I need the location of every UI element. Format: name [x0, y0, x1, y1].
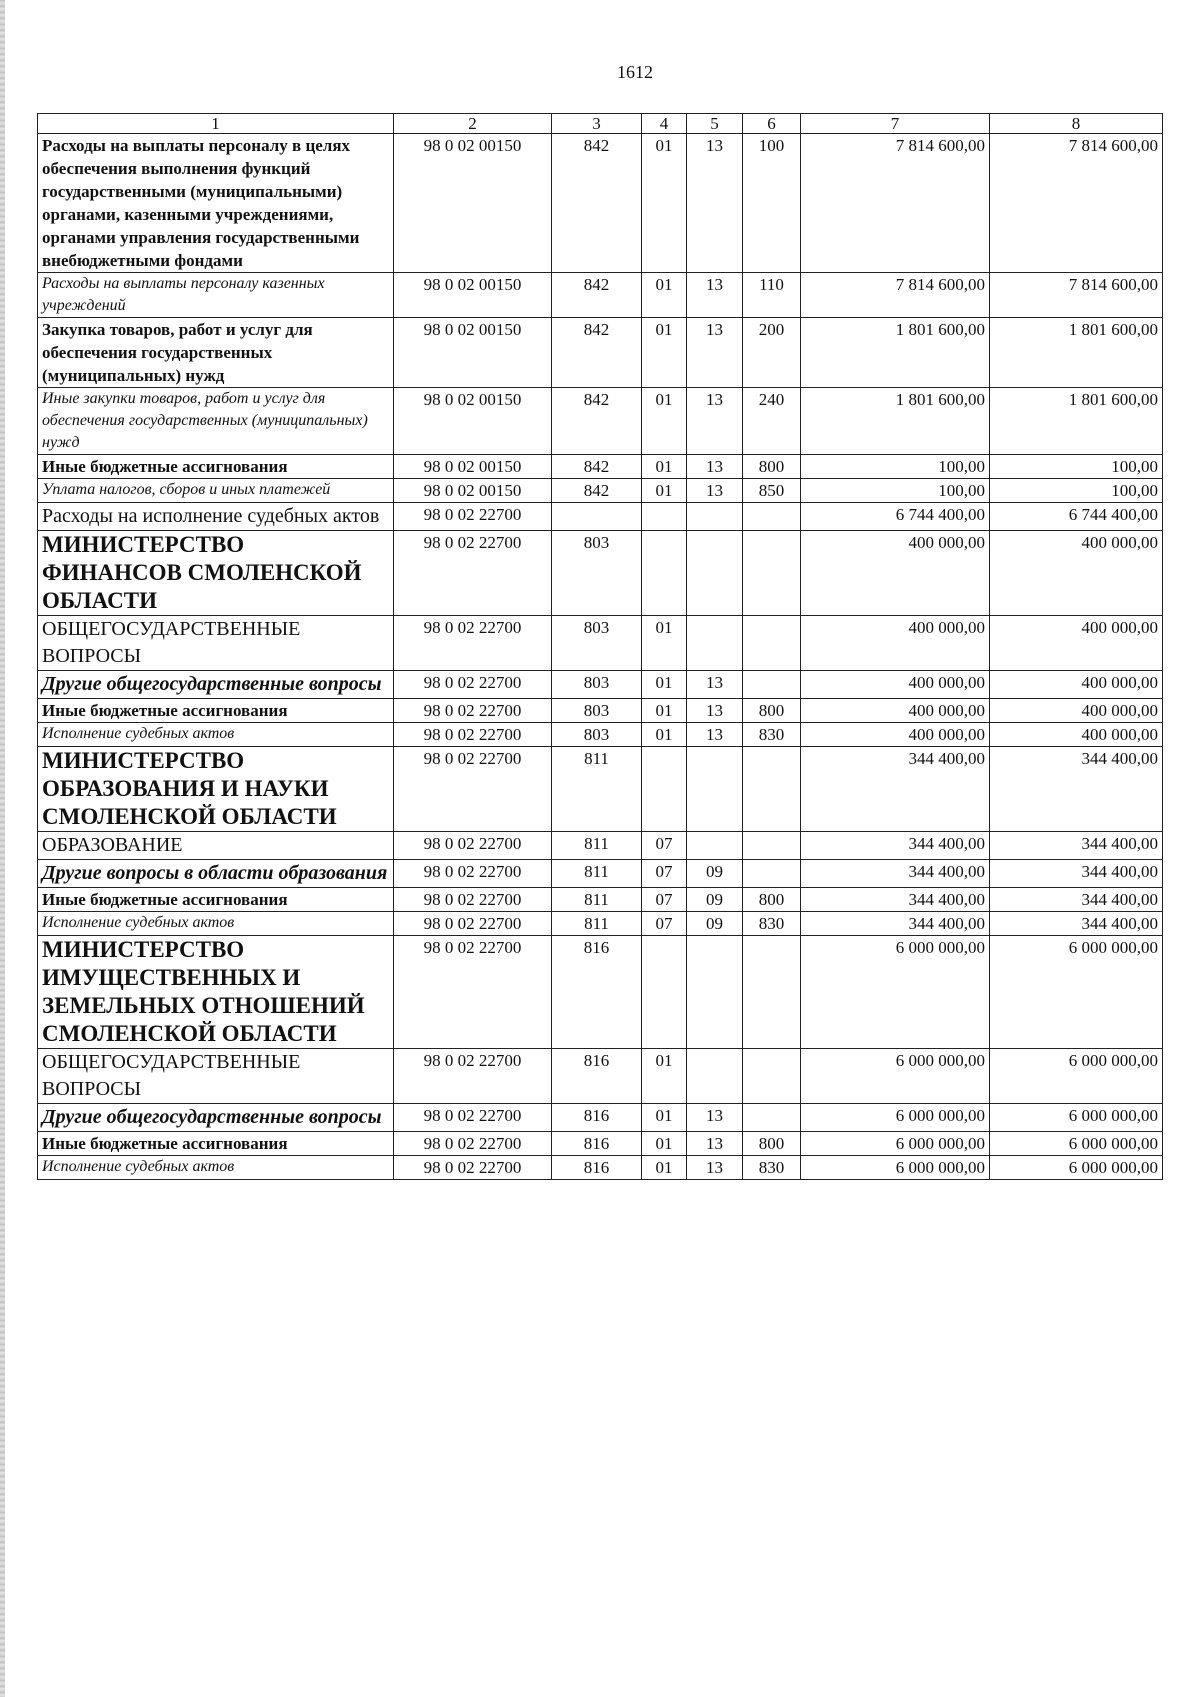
- amount-year-2-cell: 6 000 000,00: [990, 1156, 1163, 1180]
- expense-name-cell: Исполнение судебных актов: [38, 1156, 394, 1180]
- amount-year-1-cell: 400 000,00: [801, 531, 990, 616]
- expense-name-cell: Другие общегосударственные вопросы: [38, 1104, 394, 1132]
- expense-name-cell: МИНИСТЕРСТВО ФИНАНСОВ СМОЛЕНСКОЙ ОБЛАСТИ: [38, 531, 394, 616]
- section-code-cell: 01: [642, 273, 687, 318]
- expense-name-cell: Уплата налогов, сборов и иных платежей: [38, 479, 394, 503]
- table-row: [38, 671, 1163, 699]
- expense-name-cell: Исполнение судебных актов: [38, 912, 394, 936]
- header-cell: 1: [38, 114, 394, 134]
- amount-year-2-cell: 344 400,00: [990, 832, 1163, 860]
- expense-name-cell: МИНИСТЕРСТВО ОБРАЗОВАНИЯ И НАУКИ СМОЛЕНСКОЙ ОБЛАСТИ: [38, 747, 394, 832]
- department-code-cell: 842: [552, 455, 642, 479]
- target-article-cell: 98 0 02 22700: [394, 616, 552, 671]
- expense-type-cell: [743, 531, 801, 616]
- amount-year-2-cell: 6 000 000,00: [990, 1104, 1163, 1132]
- expense-type-cell: 830: [743, 912, 801, 936]
- expense-name-cell: Иные закупки товаров, работ и услуг для обеспечения государственных (муниципальных) нужд: [38, 388, 394, 455]
- amount-year-1-cell: 400 000,00: [801, 616, 990, 671]
- target-article-cell: 98 0 02 22700: [394, 1132, 552, 1156]
- target-article-cell: 98 0 02 22700: [394, 747, 552, 832]
- amount-year-2-cell: 1 801 600,00: [990, 318, 1163, 388]
- table-row: [38, 832, 1163, 860]
- subsection-code-cell: 13: [687, 699, 743, 723]
- header-cell: 6: [743, 114, 801, 134]
- subsection-code-cell: 13: [687, 1156, 743, 1180]
- department-code-cell: 816: [552, 1049, 642, 1104]
- target-article-cell: 98 0 02 22700: [394, 723, 552, 747]
- amount-year-2-cell: 344 400,00: [990, 860, 1163, 888]
- expense-name-cell: Исполнение судебных актов: [38, 723, 394, 747]
- department-code-cell: 816: [552, 1104, 642, 1132]
- amount-year-1-cell: 400 000,00: [801, 699, 990, 723]
- subsection-code-cell: [687, 832, 743, 860]
- amount-year-1-cell: 6 000 000,00: [801, 1104, 990, 1132]
- amount-year-1-cell: 6 744 400,00: [801, 503, 990, 531]
- target-article-cell: 98 0 02 22700: [394, 832, 552, 860]
- expense-name-cell: Закупка товаров, работ и услуг для обеспечения государственных (муниципальных) нужд: [38, 318, 394, 388]
- header-cell: 3: [552, 114, 642, 134]
- expense-type-cell: 110: [743, 273, 801, 318]
- section-code-cell: 01: [642, 671, 687, 699]
- department-code-cell: 842: [552, 388, 642, 455]
- amount-year-2-cell: 344 400,00: [990, 888, 1163, 912]
- header-cell: 8: [990, 114, 1163, 134]
- expense-type-cell: [743, 1049, 801, 1104]
- table-row: [38, 531, 1163, 616]
- department-code-cell: 803: [552, 531, 642, 616]
- header-cell: 4: [642, 114, 687, 134]
- expense-type-cell: [743, 671, 801, 699]
- amount-year-1-cell: 1 801 600,00: [801, 388, 990, 455]
- table-row: [38, 134, 1163, 273]
- department-code-cell: 811: [552, 832, 642, 860]
- expense-type-cell: 240: [743, 388, 801, 455]
- amount-year-2-cell: 6 000 000,00: [990, 1132, 1163, 1156]
- expense-type-cell: [743, 616, 801, 671]
- subsection-code-cell: 13: [687, 723, 743, 747]
- expense-type-cell: 200: [743, 318, 801, 388]
- table-row: [38, 318, 1163, 388]
- page-number: 1612: [617, 62, 653, 82]
- table-row: [38, 860, 1163, 888]
- table-row: [38, 912, 1163, 936]
- section-code-cell: 01: [642, 134, 687, 273]
- amount-year-2-cell: 100,00: [990, 479, 1163, 503]
- section-code-cell: [642, 503, 687, 531]
- subsection-code-cell: 13: [687, 479, 743, 503]
- subsection-code-cell: [687, 747, 743, 832]
- amount-year-2-cell: 400 000,00: [990, 671, 1163, 699]
- table-row: [38, 1104, 1163, 1132]
- table-row: [38, 699, 1163, 723]
- amount-year-2-cell: 7 814 600,00: [990, 134, 1163, 273]
- table-row: [38, 273, 1163, 318]
- expense-name-cell: Иные бюджетные ассигнования: [38, 1132, 394, 1156]
- target-article-cell: 98 0 02 22700: [394, 888, 552, 912]
- subsection-code-cell: 13: [687, 1132, 743, 1156]
- section-code-cell: 01: [642, 1156, 687, 1180]
- expense-type-cell: [743, 747, 801, 832]
- target-article-cell: 98 0 02 00150: [394, 455, 552, 479]
- subsection-code-cell: [687, 503, 743, 531]
- table-row: [38, 479, 1163, 503]
- expense-name-cell: Расходы на выплаты персоналу в целях обеспечения выполнения функций государственными (муниципальными) органами, казенными учреждениями, органами управления государственными внебюджетными фондами: [38, 134, 394, 273]
- expense-type-cell: 100: [743, 134, 801, 273]
- expense-name-cell: ОБЩЕГОСУДАРСТВЕННЫЕ ВОПРОСЫ: [38, 616, 394, 671]
- amount-year-1-cell: 7 814 600,00: [801, 134, 990, 273]
- section-code-cell: 01: [642, 1104, 687, 1132]
- amount-year-1-cell: 344 400,00: [801, 888, 990, 912]
- department-code-cell: 811: [552, 888, 642, 912]
- amount-year-1-cell: 344 400,00: [801, 912, 990, 936]
- department-code-cell: 816: [552, 936, 642, 1049]
- table-row: [38, 388, 1163, 455]
- department-code-cell: 816: [552, 1156, 642, 1180]
- amount-year-1-cell: 400 000,00: [801, 671, 990, 699]
- subsection-code-cell: 13: [687, 1104, 743, 1132]
- amount-year-2-cell: 1 801 600,00: [990, 388, 1163, 455]
- subsection-code-cell: 13: [687, 671, 743, 699]
- expense-type-cell: 830: [743, 723, 801, 747]
- department-code-cell: 811: [552, 860, 642, 888]
- expense-type-cell: [743, 832, 801, 860]
- target-article-cell: 98 0 02 00150: [394, 134, 552, 273]
- amount-year-2-cell: 7 814 600,00: [990, 273, 1163, 318]
- amount-year-1-cell: 344 400,00: [801, 747, 990, 832]
- table-row: [38, 1049, 1163, 1104]
- department-code-cell: 803: [552, 699, 642, 723]
- expense-name-cell: ОБЩЕГОСУДАРСТВЕННЫЕ ВОПРОСЫ: [38, 1049, 394, 1104]
- subsection-code-cell: 13: [687, 318, 743, 388]
- amount-year-2-cell: 100,00: [990, 455, 1163, 479]
- expense-type-cell: [743, 1104, 801, 1132]
- section-code-cell: 01: [642, 1132, 687, 1156]
- expense-type-cell: 800: [743, 1132, 801, 1156]
- subsection-code-cell: 09: [687, 860, 743, 888]
- table-row: [38, 1156, 1163, 1180]
- expense-name-cell: Иные бюджетные ассигнования: [38, 455, 394, 479]
- department-code-cell: [552, 503, 642, 531]
- department-code-cell: 811: [552, 912, 642, 936]
- expense-type-cell: 800: [743, 455, 801, 479]
- department-code-cell: 842: [552, 134, 642, 273]
- amount-year-2-cell: 400 000,00: [990, 616, 1163, 671]
- target-article-cell: 98 0 02 22700: [394, 936, 552, 1049]
- amount-year-2-cell: 344 400,00: [990, 747, 1163, 832]
- table-body: [38, 114, 1163, 1180]
- subsection-code-cell: [687, 1049, 743, 1104]
- expense-type-cell: 830: [743, 1156, 801, 1180]
- section-code-cell: 07: [642, 832, 687, 860]
- department-code-cell: 803: [552, 723, 642, 747]
- expense-type-cell: 850: [743, 479, 801, 503]
- table-row: [38, 723, 1163, 747]
- amount-year-2-cell: 6 744 400,00: [990, 503, 1163, 531]
- subsection-code-cell: 13: [687, 134, 743, 273]
- target-article-cell: 98 0 02 00150: [394, 318, 552, 388]
- department-code-cell: 816: [552, 1132, 642, 1156]
- section-code-cell: 01: [642, 479, 687, 503]
- expense-name-cell: ОБРАЗОВАНИЕ: [38, 832, 394, 860]
- department-code-cell: 803: [552, 671, 642, 699]
- section-code-cell: 01: [642, 318, 687, 388]
- subsection-code-cell: 09: [687, 912, 743, 936]
- section-code-cell: [642, 936, 687, 1049]
- target-article-cell: 98 0 02 00150: [394, 388, 552, 455]
- table-row: [38, 1132, 1163, 1156]
- department-code-cell: 803: [552, 616, 642, 671]
- target-article-cell: 98 0 02 22700: [394, 503, 552, 531]
- amount-year-1-cell: 100,00: [801, 455, 990, 479]
- subsection-code-cell: [687, 936, 743, 1049]
- amount-year-2-cell: 400 000,00: [990, 699, 1163, 723]
- amount-year-1-cell: 344 400,00: [801, 832, 990, 860]
- section-code-cell: [642, 531, 687, 616]
- header-cell: 7: [801, 114, 990, 134]
- table-row: [38, 888, 1163, 912]
- department-code-cell: 842: [552, 318, 642, 388]
- subsection-code-cell: 13: [687, 388, 743, 455]
- section-code-cell: 01: [642, 699, 687, 723]
- table-row: [38, 503, 1163, 531]
- expense-type-cell: [743, 503, 801, 531]
- amount-year-1-cell: 6 000 000,00: [801, 1156, 990, 1180]
- amount-year-2-cell: 344 400,00: [990, 912, 1163, 936]
- amount-year-1-cell: 6 000 000,00: [801, 1132, 990, 1156]
- expense-name-cell: МИНИСТЕРСТВО ИМУЩЕСТВЕННЫХ И ЗЕМЕЛЬНЫХ ОТНОШЕНИЙ СМОЛЕНСКОЙ ОБЛАСТИ: [38, 936, 394, 1049]
- expense-type-cell: [743, 936, 801, 1049]
- expense-name-cell: Иные бюджетные ассигнования: [38, 699, 394, 723]
- section-code-cell: 07: [642, 860, 687, 888]
- section-code-cell: 01: [642, 455, 687, 479]
- amount-year-2-cell: 6 000 000,00: [990, 1049, 1163, 1104]
- amount-year-1-cell: 6 000 000,00: [801, 1049, 990, 1104]
- amount-year-1-cell: 6 000 000,00: [801, 936, 990, 1049]
- expense-type-cell: 800: [743, 699, 801, 723]
- target-article-cell: 98 0 02 00150: [394, 479, 552, 503]
- amount-year-1-cell: 1 801 600,00: [801, 318, 990, 388]
- header-row: [38, 114, 1163, 134]
- department-code-cell: 842: [552, 273, 642, 318]
- subsection-code-cell: 13: [687, 455, 743, 479]
- target-article-cell: 98 0 02 22700: [394, 1104, 552, 1132]
- amount-year-2-cell: 400 000,00: [990, 723, 1163, 747]
- section-code-cell: 01: [642, 616, 687, 671]
- scan-edge: [0, 0, 5, 1697]
- department-code-cell: 842: [552, 479, 642, 503]
- target-article-cell: 98 0 02 22700: [394, 860, 552, 888]
- section-code-cell: 07: [642, 912, 687, 936]
- table-row: [38, 455, 1163, 479]
- subsection-code-cell: 09: [687, 888, 743, 912]
- amount-year-1-cell: 100,00: [801, 479, 990, 503]
- department-code-cell: 811: [552, 747, 642, 832]
- expense-name-cell: Иные бюджетные ассигнования: [38, 888, 394, 912]
- target-article-cell: 98 0 02 22700: [394, 1049, 552, 1104]
- amount-year-1-cell: 7 814 600,00: [801, 273, 990, 318]
- subsection-code-cell: [687, 531, 743, 616]
- expense-name-cell: Другие общегосударственные вопросы: [38, 671, 394, 699]
- subsection-code-cell: 13: [687, 273, 743, 318]
- section-code-cell: [642, 747, 687, 832]
- section-code-cell: 01: [642, 723, 687, 747]
- expense-type-cell: [743, 860, 801, 888]
- target-article-cell: 98 0 02 22700: [394, 1156, 552, 1180]
- header-cell: 2: [394, 114, 552, 134]
- section-code-cell: 01: [642, 1049, 687, 1104]
- expense-name-cell: Расходы на выплаты персоналу казенных учреждений: [38, 273, 394, 318]
- amount-year-2-cell: 6 000 000,00: [990, 936, 1163, 1049]
- expense-name-cell: Расходы на исполнение судебных актов: [38, 503, 394, 531]
- amount-year-2-cell: 400 000,00: [990, 531, 1163, 616]
- section-code-cell: 07: [642, 888, 687, 912]
- target-article-cell: 98 0 02 22700: [394, 671, 552, 699]
- header-cell: 5: [687, 114, 743, 134]
- section-code-cell: 01: [642, 388, 687, 455]
- budget-table: [37, 113, 1163, 1180]
- expense-name-cell: Другие вопросы в области образования: [38, 860, 394, 888]
- expense-type-cell: 800: [743, 888, 801, 912]
- target-article-cell: 98 0 02 22700: [394, 699, 552, 723]
- target-article-cell: 98 0 02 00150: [394, 273, 552, 318]
- table-row: [38, 936, 1163, 1049]
- amount-year-1-cell: 344 400,00: [801, 860, 990, 888]
- table-row: [38, 616, 1163, 671]
- subsection-code-cell: [687, 616, 743, 671]
- table-row: [38, 747, 1163, 832]
- target-article-cell: 98 0 02 22700: [394, 912, 552, 936]
- amount-year-1-cell: 400 000,00: [801, 723, 990, 747]
- target-article-cell: 98 0 02 22700: [394, 531, 552, 616]
